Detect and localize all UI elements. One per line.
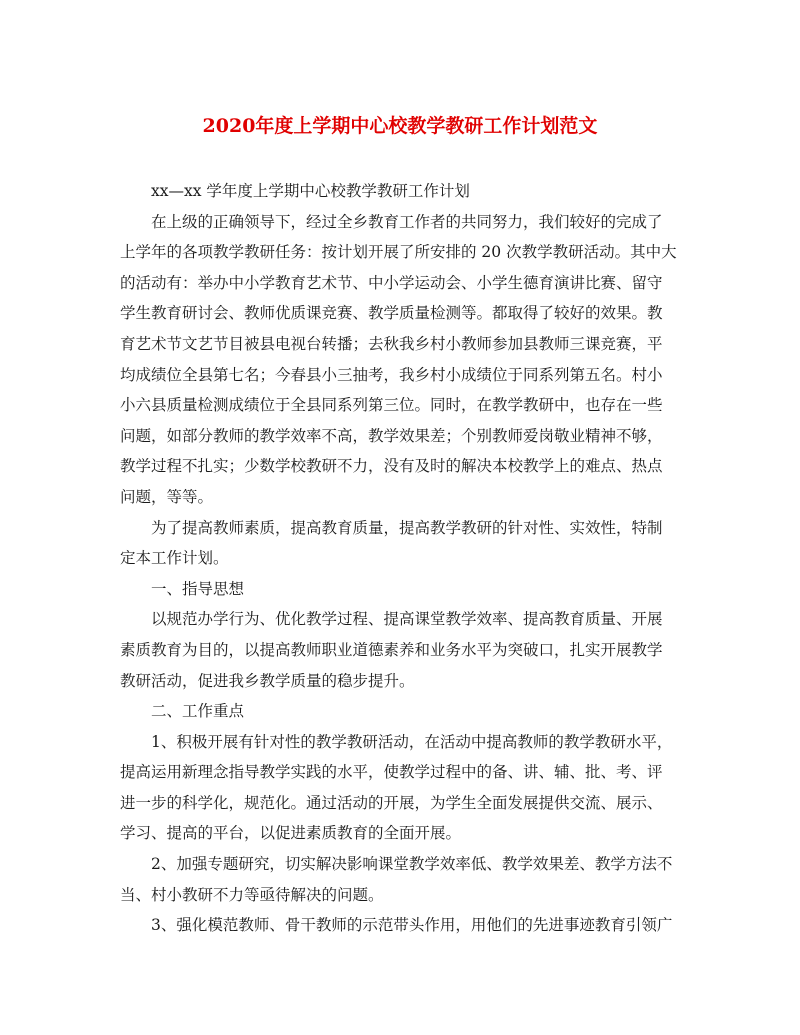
text-line: 1、积极开展有针对性的教学教研活动，在活动中提高教师的教学教研水平， xyxy=(151,732,673,751)
text-line: 当、村小教研不力等亟待解决的问题。 xyxy=(120,885,384,904)
text-line: 3、强化模范教师、骨干教师的示范带头作用，用他们的先进事迹教育引领广 xyxy=(151,916,673,935)
text-line: 二、工作重点 xyxy=(151,702,245,721)
text-line: 教研活动，促进我乡教学质量的稳步提升。 xyxy=(120,671,415,690)
text-line: 以规范办学行为、优化教学过程、提高课堂教学效率、提高教育质量、开展 xyxy=(151,610,663,629)
document-body xyxy=(120,176,680,941)
document-title: 2020年度上学期中心校教学教研工作计划范文 xyxy=(202,115,598,137)
text-line: 进一步的科学化，规范化。通过活动的开展，为学生全面发展提供交流、展示、 xyxy=(120,793,663,812)
text-line: 2、加强专题研究，切实解决影响课堂教学效率低、教学效果差、教学方法不 xyxy=(151,855,673,874)
text-line: 在上级的正确领导下，经过全乡教育工作者的共同努力，我们较好的完成了 xyxy=(151,212,663,231)
text-line: 教学过程不扎实；少数学校教研不力，没有及时的解决本校教学上的难点、热点 xyxy=(120,457,663,476)
text-line: 一、指导思想 xyxy=(151,579,245,598)
text-line: 问题，等等。 xyxy=(120,487,214,506)
text-line: 学生教育研讨会、教师优质课竞赛、教学质量检测等。都取得了较好的效果。教 xyxy=(120,304,663,323)
text-line: 上学年的各项教学教研任务：按计划开展了所安排的 20 次教学教研活动。其中大 xyxy=(120,243,677,262)
text-line: 小六县质量检测成绩位于全县同系列第三位。同时，在教学教研中，也存在一些 xyxy=(120,396,663,415)
text-line: xx—xx 学年度上学期中心校教学教研工作计划 xyxy=(151,182,470,200)
text-line: 均成绩位全县第七名；今春县小三抽考，我乡村小成绩位于同系列第五名。村小 xyxy=(120,365,663,384)
text-line: 提高运用新理念指导教学实践的水平，使教学过程中的备、讲、辅、批、考、评 xyxy=(120,763,663,782)
text-line: 定本工作计划。 xyxy=(120,549,229,568)
text-line: 素质教育为目的，以提高教师职业道德素养和业务水平为突破口，扎实开展教学 xyxy=(120,640,663,659)
text-line: 问题，如部分教师的教学效率不高，教学效果差；个别教师爱岗敬业精神不够， xyxy=(120,426,663,445)
text-line: 的活动有：举办中小学教育艺术节、中小学运动会、小学生德育演讲比赛、留守 xyxy=(120,273,663,292)
text-line: 学习、提高的平台，以促进素质教育的全面开展。 xyxy=(120,824,462,843)
text-line: 育艺术节文艺节目被县电视台转播；去秋我乡村小教师参加县教师三课竞赛，平 xyxy=(120,334,663,353)
text-line: 为了提高教师素质，提高教育质量，提高教学教研的针对性、实效性，特制 xyxy=(151,518,663,537)
